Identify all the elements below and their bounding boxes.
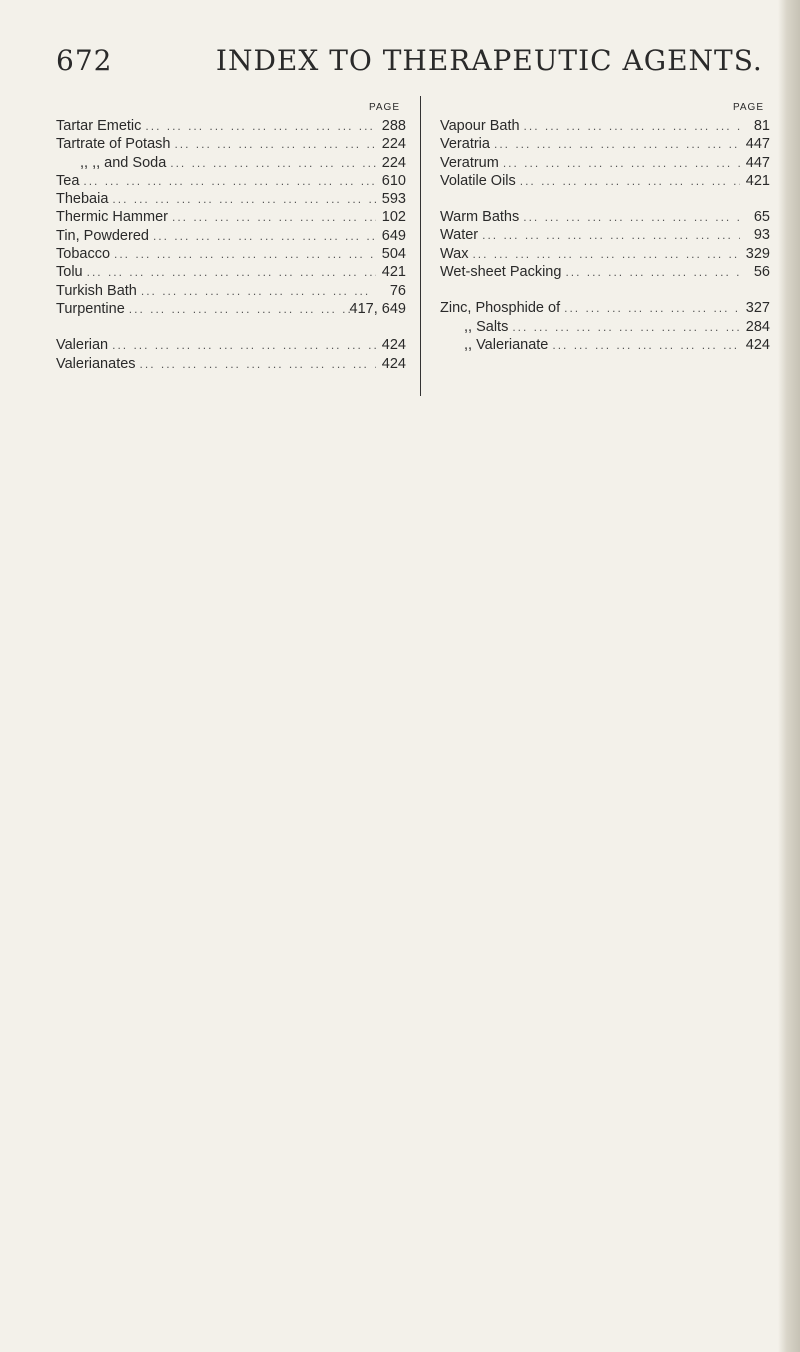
entry-label: Tin, Powdered	[56, 227, 149, 244]
entry-page: 224	[381, 154, 406, 171]
index-entry	[56, 228, 406, 246]
entry-label: Vapour Bath	[440, 118, 520, 134]
entry-label: Turkish Bath	[56, 282, 137, 299]
entry-page: 593	[381, 191, 406, 208]
entry-page: 327	[745, 300, 770, 317]
index-entry	[56, 136, 406, 154]
index-entry	[56, 246, 406, 264]
index-entry	[56, 191, 406, 209]
index-entry	[440, 264, 770, 282]
entry-page: 65	[753, 209, 770, 226]
entry-label: ,, Salts	[464, 318, 509, 335]
page-column-heading: PAGE	[732, 102, 764, 113]
page-title: INDEX TO THERAPEUTIC AGENTS.	[215, 44, 763, 77]
entry-label: ,, Valerianate	[464, 336, 549, 353]
page-number: 672	[56, 44, 113, 77]
index-entry	[440, 246, 770, 264]
entry-label: Zinc, Phosphide of	[440, 300, 561, 317]
entry-page: 424	[381, 355, 406, 372]
entry-label: Tolu	[56, 264, 83, 281]
entry-page: 417, 649	[349, 300, 406, 317]
index-entry	[56, 209, 406, 227]
entry-page: 421	[381, 264, 406, 281]
index-entry	[440, 319, 770, 337]
index-group	[440, 209, 770, 282]
entry-page: 421	[745, 172, 770, 189]
entry-page: 102	[381, 209, 406, 226]
entry-page: 424	[381, 337, 406, 354]
index-entry	[440, 300, 770, 318]
entry-label: Wet-sheet Packing	[440, 264, 562, 281]
index-group	[56, 118, 406, 319]
page-header	[56, 44, 763, 77]
index-entry	[440, 209, 770, 227]
entry-label: Warm Baths	[440, 209, 520, 226]
entry-label: Valerianates	[56, 355, 136, 372]
index-entry	[56, 173, 406, 191]
index-entry	[440, 118, 770, 136]
index-entry	[56, 155, 406, 173]
index-entry	[440, 136, 770, 154]
index-entry	[440, 155, 770, 173]
entry-page: 288	[381, 118, 406, 134]
index-entry	[440, 337, 770, 355]
entry-page: 504	[381, 246, 406, 263]
entry-label: Tartar Emetic	[56, 118, 142, 134]
entry-label: Tea	[56, 172, 80, 189]
entry-page: 76	[389, 282, 406, 299]
page-column-heading: PAGE	[368, 102, 400, 113]
right-index-column	[440, 102, 770, 355]
entry-label: Thebaia	[56, 191, 109, 208]
index-group	[56, 337, 406, 374]
index-entry	[56, 356, 406, 374]
index-entry	[440, 227, 770, 245]
page-edge-shadow	[778, 0, 800, 1352]
entry-label: Veratria	[440, 136, 490, 153]
entry-label: Volatile Oils	[440, 172, 516, 189]
entry-page: 610	[381, 172, 406, 189]
index-entry	[56, 118, 406, 136]
index-entry	[56, 264, 406, 282]
index-group	[440, 300, 770, 355]
index-entry	[56, 283, 406, 301]
index-entry	[56, 301, 406, 319]
entry-label: Wax	[440, 245, 469, 262]
entry-page: 284	[745, 318, 770, 335]
index-entry	[56, 337, 406, 355]
entry-label: Thermic Hammer	[56, 209, 168, 226]
entry-label: Tobacco	[56, 246, 111, 263]
index-group	[440, 118, 770, 191]
entry-label: Valerian	[56, 337, 109, 354]
column-divider	[420, 96, 421, 396]
left-index-column	[56, 102, 406, 374]
entry-page: 447	[745, 154, 770, 171]
entry-label: ,, ,, and Soda	[80, 154, 167, 171]
entry-label: Tartrate of Potash	[56, 136, 171, 153]
entry-page: 329	[745, 245, 770, 262]
entry-page: 224	[381, 136, 406, 153]
entry-label: Water	[440, 227, 479, 244]
entry-page: 56	[753, 264, 770, 281]
entry-page: 447	[745, 136, 770, 153]
entry-page: 81	[753, 118, 770, 134]
entry-label: Veratrum	[440, 154, 499, 171]
entry-page: 93	[753, 227, 770, 244]
entry-page: 649	[381, 227, 406, 244]
index-entry	[440, 173, 770, 191]
entry-page: 424	[745, 336, 770, 353]
entry-label: Turpentine	[56, 300, 125, 317]
